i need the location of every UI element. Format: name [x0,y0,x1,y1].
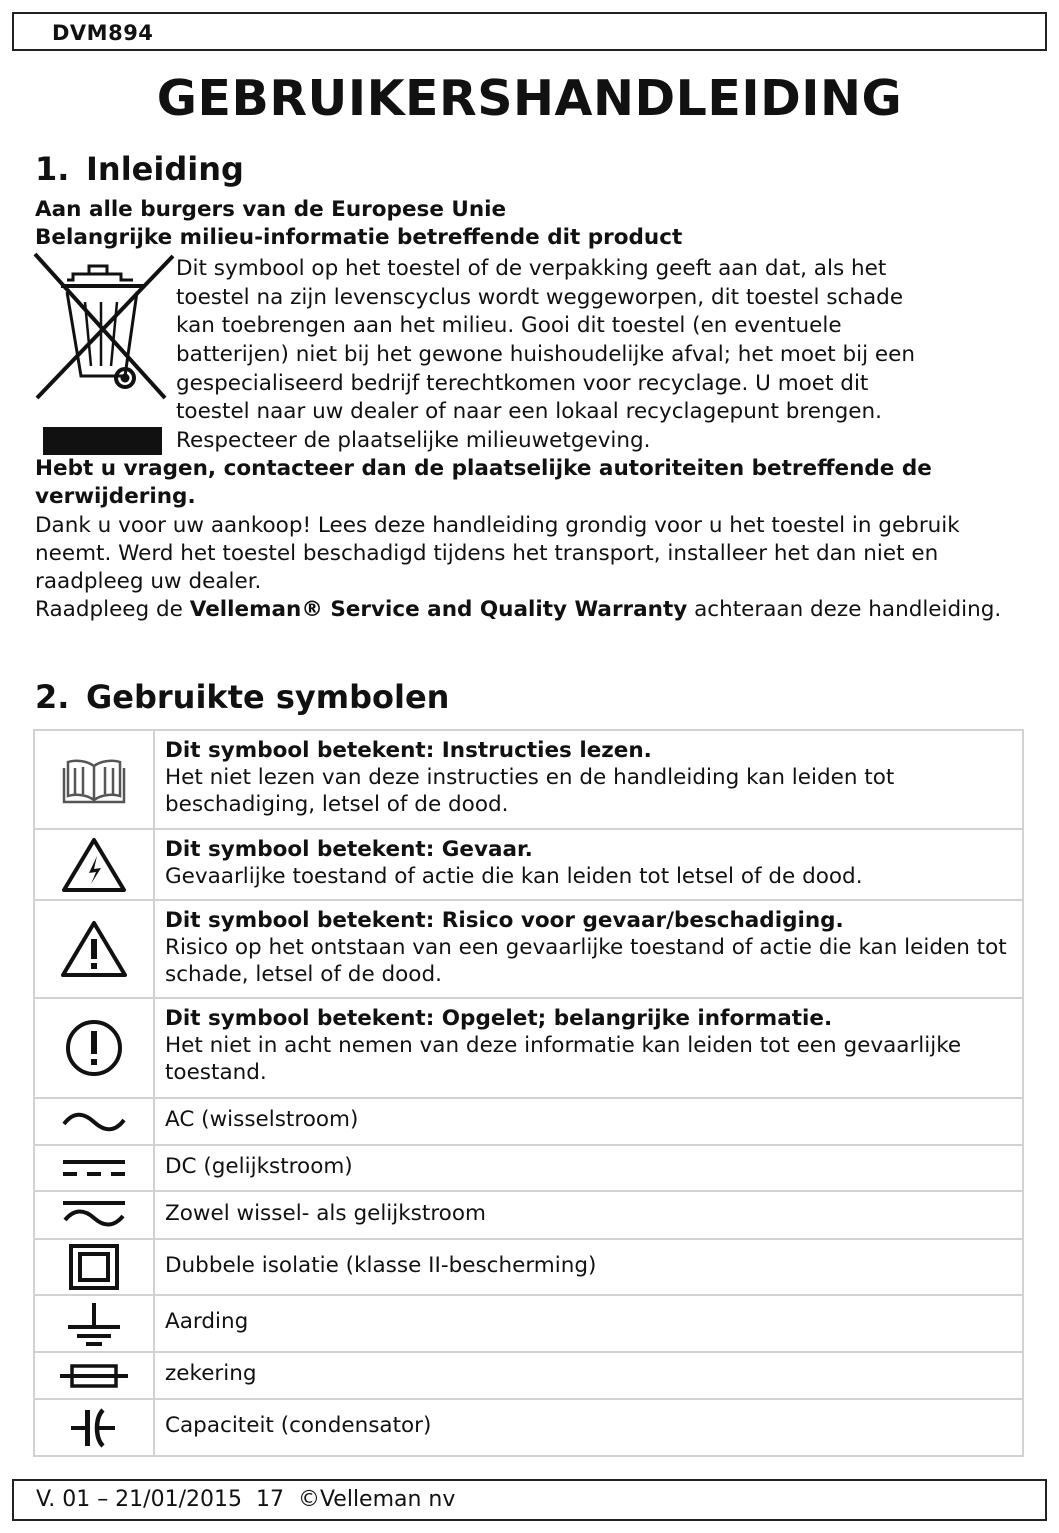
section-2-heading [35,678,449,716]
symbol-cell [34,1399,154,1456]
symbol-description [154,1191,1023,1239]
page-title: GEBRUIKERSHANDLEIDING [156,70,903,127]
symbol-cell [34,998,154,1098]
section-1-number: 1. [35,150,70,188]
symbol-text: Aarding [165,1309,249,1334]
footer-version: V. 01 – 21/01/2015 17 ©Velleman nv [36,1487,456,1512]
symbol-cell [34,1352,154,1399]
table-row [34,730,1023,829]
high-voltage-warning-icon [61,837,127,893]
symbol-text: zekering [165,1361,257,1386]
symbol-description [154,998,1023,1098]
eu-heading: Aan alle burgers van de Europese Unie [35,197,507,222]
questions-notice: Hebt u vragen, contacteer dan de plaatselijke autoriteiten betreffende de verwijdering. [35,456,932,509]
section-2-title: Gebruikte symbolen [86,678,450,716]
table-row [34,1098,1023,1145]
warranty-link-text: Velleman® Service and Quality Warranty [189,597,688,622]
header-box [12,12,1047,51]
symbol-description [154,1399,1023,1456]
symbol-cell [34,1145,154,1191]
symbol-description [154,1239,1023,1295]
table-row [34,1145,1023,1191]
symbol-description [154,900,1023,998]
thanks-paragraph: Dank u voor uw aankoop! Lees deze handleiding grondig voor u het toestel in gebruik neemt. Werd het toestel beschadigd tijdens het transport, installeer het dan niet en raadpleeg uw dealer. [35,513,960,594]
table-row [34,900,1023,998]
ac-icon [61,1110,127,1134]
symbol-text: Het niet in acht nemen van deze informatie kan leiden tot een gevaarlijke toestand. [165,1033,962,1085]
symbol-text: DC (gelijkstroom) [165,1153,353,1179]
weee-line: batterijen) niet bij het gewone huishoudelijke afval; het moet bij een [176,342,915,368]
symbol-cell [34,829,154,900]
warranty-post: achteraan deze handleiding. [694,597,1002,622]
symbol-title: Dit symbool betekent: Risico voor gevaar/beschadiging. [165,908,844,933]
symbol-text: Risico op het ontstaan van een gevaarlijke toestand of actie die kan leiden tot schade, letsel of de dood. [165,935,1007,987]
table-row [34,1399,1023,1456]
symbol-text: Dubbele isolatie (klasse II-bescherming) [165,1252,597,1278]
book-icon [62,756,126,804]
symbol-title: Dit symbool betekent: Instructies lezen. [165,738,652,763]
symbol-text: Het niet lezen van deze instructies en de handleiding kan leiden tot beschadiging, letsel of de dood. [165,765,895,817]
double-insulation-icon [69,1244,119,1290]
section-1-heading [35,150,244,188]
table-row [34,1191,1023,1239]
symbol-text: Capaciteit (condensator) [165,1413,432,1438]
symbol-title: Dit symbool betekent: Opgelet; belangrijke informatie. [165,1006,833,1031]
table-row [34,998,1023,1098]
footer-box [12,1479,1047,1521]
warranty-paragraph [35,596,1025,624]
exclamation-circle-icon [64,1018,124,1078]
env-heading: Belangrijke milieu-informatie betreffende dit product [35,225,683,250]
table-row [34,829,1023,900]
capacitor-icon [69,1406,119,1450]
ac-dc-icon [61,1198,127,1232]
section-1-title: Inleiding [86,150,244,188]
ground-icon [66,1301,122,1347]
symbol-description [154,1352,1023,1399]
warranty-pre: Raadpleeg de [35,597,183,622]
fuse-icon [58,1362,130,1390]
weee-line: toestel na zijn levenscyclus wordt weggeworpen, dit toestel schade [176,284,904,310]
symbol-text: Zowel wissel- als gelijkstroom [165,1200,486,1226]
table-row [34,1239,1023,1295]
symbol-cell [34,1239,154,1295]
table-row [34,1352,1023,1399]
weee-notice [176,255,1036,456]
exclamation-triangle-icon [60,920,128,978]
symbol-description [154,730,1023,829]
weee-line: kan toebrengen aan het milieu. Gooi dit toestel (en eventuele [176,313,842,339]
symbol-cell [34,1191,154,1239]
section-2-number: 2. [35,678,70,716]
weee-line: toestel naar uw dealer of naar een lokaal recyclagepunt brengen. [176,399,882,425]
symbol-text: Gevaarlijke toestand of actie die kan leiden tot letsel of de dood. [165,864,863,889]
dc-icon [61,1156,127,1180]
symbol-description [154,1295,1023,1352]
symbol-title: Dit symbool betekent: Gevaar. [165,837,533,862]
symbols-table [33,729,1024,1457]
symbol-cell [34,730,154,829]
table-row [34,1295,1023,1352]
symbol-text: AC (wisselstroom) [165,1107,359,1132]
symbol-cell [34,1295,154,1352]
symbol-description [154,829,1023,900]
weee-line: Respecteer de plaatselijke milieuwetgeving. [176,428,651,454]
weee-line: gespecialiseerd bedrijf terechtkomen voor recyclage. U moet dit [176,370,869,396]
weee-crossed-bin-icon [33,252,175,458]
symbol-description [154,1098,1023,1145]
symbol-description [154,1145,1023,1191]
symbol-cell [34,900,154,998]
weee-line: Dit symbool op het toestel of de verpakking geeft aan dat, als het [176,256,887,281]
symbol-cell [34,1098,154,1145]
model-number: DVM894 [52,21,154,45]
